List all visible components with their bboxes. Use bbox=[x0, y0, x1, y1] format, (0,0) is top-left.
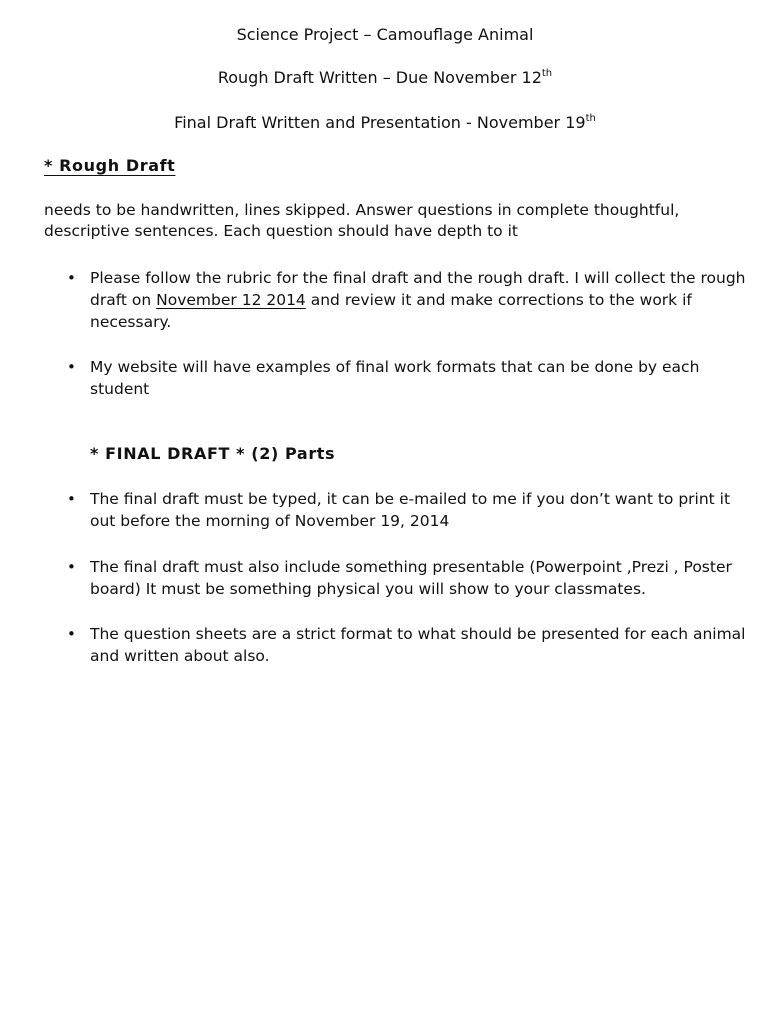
final-draft-due-text: Final Draft Written and Presentation - November 19 bbox=[174, 113, 586, 132]
final-draft-bullet-question-sheets-text: The question sheets are a strict format to what should be presented for each animal and written about also. bbox=[90, 625, 746, 665]
rough-draft-collection-date: November 12 2014 bbox=[156, 291, 306, 309]
rough-draft-bullet-website-text: My website will have examples of final work formats that can be done by each student bbox=[90, 358, 700, 398]
bullet-marker: • bbox=[67, 490, 76, 508]
bullet-marker: • bbox=[67, 558, 76, 576]
rough-draft-due-ordinal: th bbox=[541, 68, 553, 79]
document-title bbox=[0, 25, 770, 45]
bullet-marker: • bbox=[67, 358, 76, 376]
rough-draft-bullet-rubric-text-end: and review it and make corrections to the work if necessary. bbox=[90, 291, 692, 331]
rough-draft-bullet-rubric bbox=[67, 267, 752, 333]
final-draft-bullet-typed-text: The final draft must be typed, it can be e-mailed to me if you don’t want to print it out before the morning of November 19, 2014 bbox=[90, 490, 731, 530]
rough-draft-bullet-rubric-text-start: Please follow the rubric for the final draft and the rough draft. I will collect the rough draft on bbox=[90, 269, 746, 309]
bullet-marker: • bbox=[67, 625, 76, 643]
final-draft-due-line bbox=[0, 113, 770, 133]
final-draft-heading: * FINAL DRAFT * (2) Parts bbox=[90, 444, 336, 463]
final-draft-bullet-presentable bbox=[67, 556, 752, 600]
rough-draft-intro: needs to be handwritten, lines skipped. Answer questions in complete thoughtful, descriptive sentences. Each question should have depth to it bbox=[44, 201, 680, 240]
rough-draft-due-line bbox=[0, 68, 770, 88]
final-draft-bullet-presentable-text: The final draft must also include something presentable (Powerpoint ,Prezi , Poster board) It must be something physical you will show to your classmates. bbox=[90, 558, 732, 598]
final-draft-bullet-question-sheets bbox=[67, 623, 752, 667]
rough-draft-heading: * Rough Draft bbox=[44, 156, 176, 175]
bullet-marker: • bbox=[67, 269, 76, 287]
rough-draft-bullet-website bbox=[67, 356, 752, 400]
final-draft-due-ordinal: th bbox=[585, 113, 596, 124]
rough-draft-due-text: Rough Draft Written – Due November 12 bbox=[217, 68, 542, 87]
document-title-text: Science Project – Camouflage Animal bbox=[236, 25, 534, 44]
final-draft-bullet-typed bbox=[67, 488, 752, 532]
